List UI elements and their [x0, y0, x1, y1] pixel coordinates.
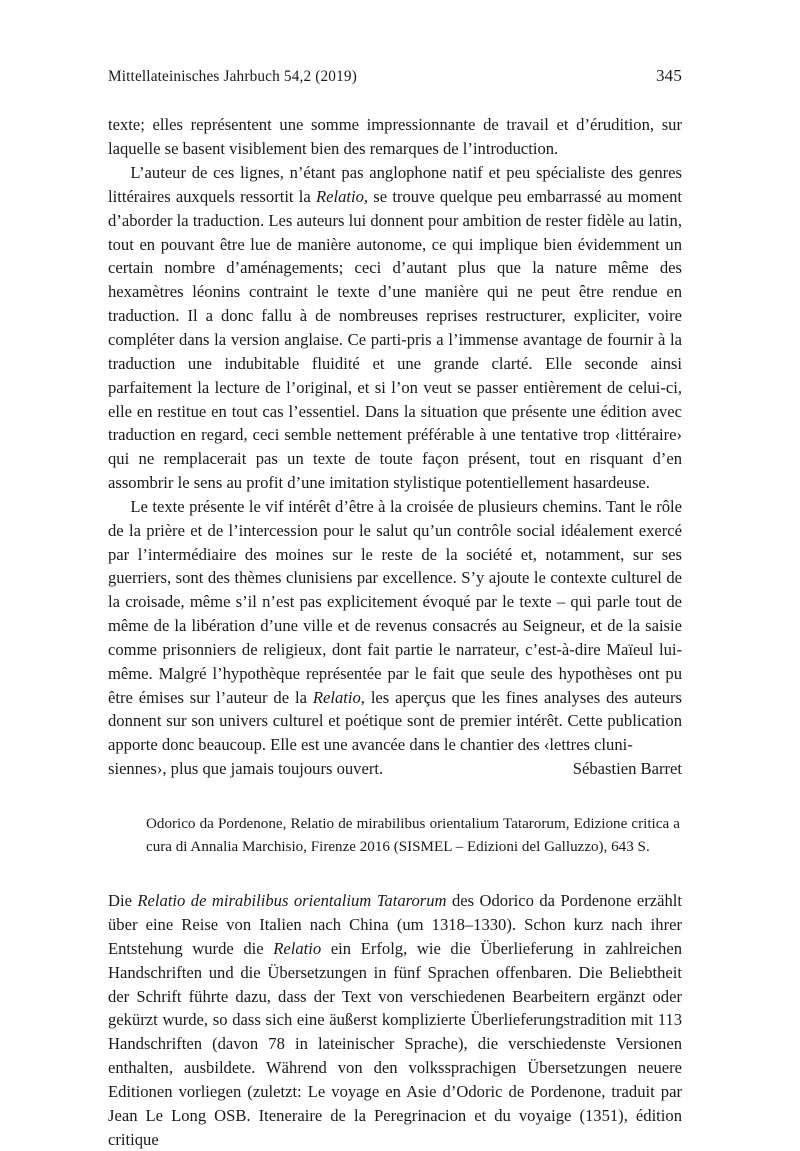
work-title-full: Relatio de mirabilibus orientalium Tatarorum: [137, 891, 447, 911]
review-signature-line: [108, 757, 682, 781]
review-author-signature: Sébastien Barret: [572, 759, 682, 779]
running-head: [108, 66, 682, 86]
paragraph-text-rest: , se trouve quelque peu embarrassé au moment d’aborder la traduction. Les auteurs lui donnent pour ambition de rester fidèle au latin, tout en pouvant être lue de manière autonome, ce qui implique bien évidemment un certain nombre d’aménagements; ceci d’autant plus que la nature même des hexamètres léonins contraint le texte d’une manière qui ne peut être rendue en traduction. Il a donc fallu à de nombreuses reprises restructurer, expliciter, voire compléter dans la version anglaise. Ce parti-pris a l’immense avantage de fournir à la traduction une indubitable fluidité et une grande clarté. Elle seconde ainsi parfaitement la lecture de l’original, et si l’on veut se passer entièrement de celui-ci, elle en restitue en tout cas l’essentiel. Dans la situation que présente une édition avec traduction en regard, ceci semble nettement préférable à une tentative trop ‹littéraire› qui ne remplacerait pas un texte de toute façon présent, tout en risquant d’en assombrir le sens au profit d’une imitation stylistique potentiellement hasardeuse.: [108, 186, 682, 493]
paragraph-final-fragment: siennes›, plus que jamais toujours ouvert.: [108, 759, 384, 779]
paragraph-text-lead: Die: [108, 891, 138, 911]
work-title-relatio: Relatio: [273, 938, 322, 958]
paragraph-text-rest: ein Erfolg, wie die Überlieferung in zahlreichen Handschriften und die Übersetzungen in fünf Sprachen offenbaren. Die Beliebtheit der Schrift führte dazu, dass der Text von verschiedenen Bearbeitern ergänzt oder gekürzt wurde, so dass sich eine äußerst komplizierte Überlieferungstradition mit 113 Handschriften (davon 78 in lateinischer Sprache), die verschiedenste Versionen enthalten, ausbildete. Während von den volkssprachigen Übersetzungen neuere Editionen vorliegen (zuletzt: Le voyage en Asie d’Odoric de Pordenone, traduit par Jean Le Long OSB. Iteneraire de la Peregrinacion et du voyaige (1351), édition critique: [108, 938, 682, 1149]
paragraph-themes-discussion: [108, 495, 682, 757]
paragraph-text-mid: des Odorico da Pordenone erzählt über eine Reise von Italien nach China (um 1318–1330). Schon kurz nach ihrer Entstehung wurde die: [108, 891, 682, 958]
work-title-relatio: Relatio: [315, 186, 364, 206]
work-title-relatio: Relatio: [312, 687, 361, 707]
french-review-body: [108, 113, 682, 781]
paragraph-text: texte; elles représentent une somme impressionnante de travail et d’érudition, sur laquelle se basent visiblement bien des remarques de l’introduction.: [108, 115, 682, 159]
paragraph-translation-discussion: [108, 161, 682, 495]
paragraph-text-lead: Le texte présente le vif intérêt d’être à la croisée de plusieurs chemins. Tant le rôle de la prière et de l’intercession pour le salut qu’un contrôle social idéalement exercé par l’intermédiaire des moines sur le reste de la société et, notamment, sur ses guerriers, sont des thèmes clunisiens par excellence. S’y ajoute le contexte culturel de la croisade, même s’il n’est pas explicitement évoqué par le texte – qui parle tout de même de la libération d’une ville et de revenus consacrés au Seigneur, et de la saisie comme prisonniers de religieux, dont fait partie le narrateur, c’est-à-dire Maïeul lui-même. Malgré l’hypothèque représentée par le fait que seule des hypothèses ont pu être émises sur l’auteur de la: [108, 496, 682, 707]
paragraph-german-opening: [108, 889, 682, 1151]
paragraph-text-rest: , les aperçus que les fines analyses des auteurs donnent sur son univers culturel et poétique sont de premier intérêt. Cette publication apporte donc beaucoup. Elle est une avancée dans le chantier des ‹lettres cluni-: [108, 687, 682, 755]
paragraph-continuation: [108, 113, 682, 161]
bibliographic-reference: [146, 813, 680, 858]
running-head-journal-title: Mittellateinisches Jahrbuch 54,2 (2019): [108, 68, 357, 85]
german-review-body: [108, 889, 682, 1151]
paragraph-text-lead: L’auteur de ces lignes, n’étant pas anglophone natif et peu spécialiste des genres littéraires auxquels ressortit la: [108, 163, 682, 206]
page-content: [108, 66, 682, 1151]
page-number: 345: [656, 66, 682, 85]
reference-text: Odorico da Pordenone, Relatio de mirabilibus orientalium Tatarorum, Edizione critica a cura di Annalia Marchisio, Firenze 2016 (SISMEL – Edizioni del Galluzzo), 643 S.: [146, 816, 680, 855]
